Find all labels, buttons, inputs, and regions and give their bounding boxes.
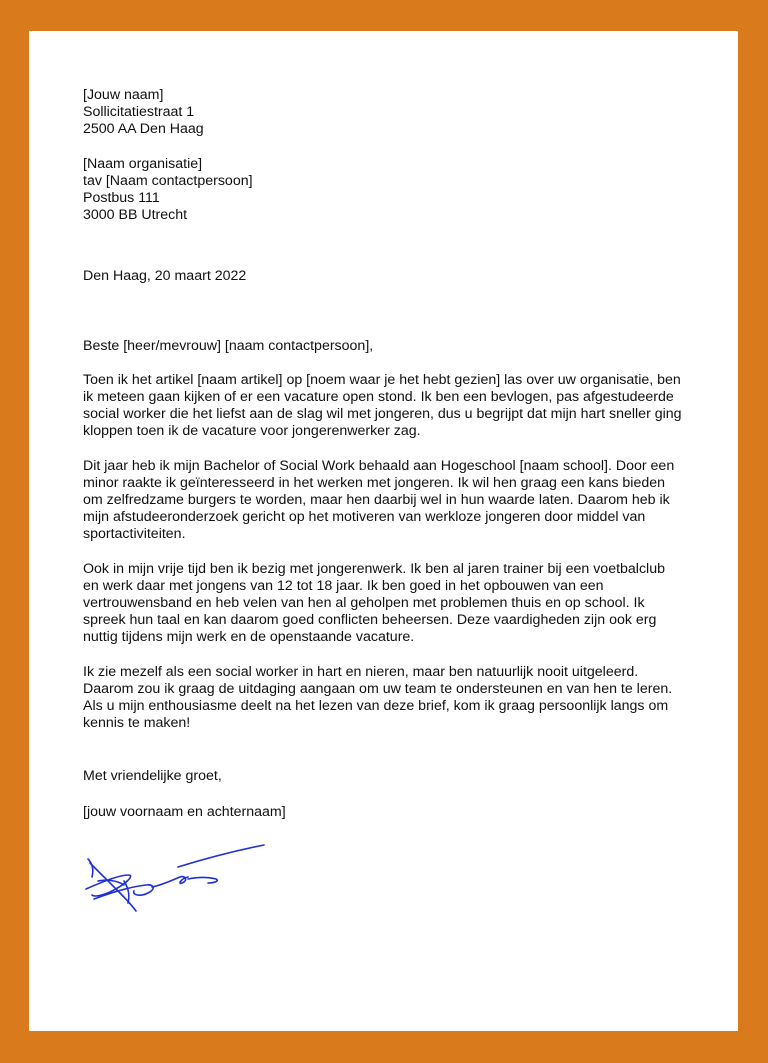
salutation: Beste [heer/mevrouw] [naam contactpersoon], <box>83 337 374 354</box>
paragraph-line: kloppen toen ik de vacature voor jongerenwerker zag. <box>83 423 421 440</box>
recipient-address <box>83 156 693 225</box>
paragraph-line: Ook in mijn vrije tijd ben ik bezig met jongerenwerk. Ik ben al jaren trainer bij een voetbalclub <box>83 560 665 577</box>
paragraph-line: Ik zie mezelf als een social worker in hart en nieren, maar ben natuurlijk nooit uitgeleerd. <box>83 663 639 680</box>
paragraph-3 <box>83 561 693 647</box>
paragraph-line: social worker die het liefst aan de slag wil met jongeren, dus u begrijpt dat mijn hart sneller ging <box>83 406 682 423</box>
sender-name: [Jouw naam] <box>83 87 164 103</box>
paragraph-line: Toen ik het artikel [naam artikel] op [noem waar je het hebt gezien] las over uw organisatie, ben <box>83 371 681 388</box>
paragraph-line: vertrouwensband en heb velen van hen al geholpen met problemen thuis en op school. Ik <box>83 595 645 612</box>
recipient-pobox: Postbus 111 <box>83 190 160 207</box>
sender-city: 2500 AA Den Haag <box>83 121 204 138</box>
letter-page <box>29 31 738 1031</box>
paragraph-line: nuttig tijdens mijn werk en de openstaande vacature. <box>83 629 415 646</box>
handwritten-signature <box>84 841 269 916</box>
sender-address <box>83 87 693 139</box>
paragraph-line: spreek hun taal en kan daarom goed conflicten beheersen. Deze vaardigheden zijn ook erg <box>83 612 657 629</box>
paragraph-line: Als u mijn enthousiasme deelt na het lezen van deze brief, kom ik graag persoonlijk langs om <box>83 698 669 715</box>
recipient-city: 3000 BB Utrecht <box>83 207 188 224</box>
paragraph-line: ik meteen gaan kijken of er een vacature open stond. Ik ben een bevlogen, pas afgestudeerde <box>83 389 674 406</box>
paragraph-line: en werk daar met jongens van 12 tot 18 jaar. Ik ben goed in het opbouwen van een <box>83 577 604 594</box>
paragraph-line: minor raakte ik geïnteresseerd in het werken met jongeren. Ik wil hen graag een kans bieden <box>83 474 666 491</box>
letter-body <box>83 87 693 821</box>
paragraph-line: Dit jaar heb ik mijn Bachelor of Social Work behaald aan Hogeschool [naam school]. Door een <box>83 457 675 474</box>
sender-street: Sollicitatiestraat 1 <box>83 104 195 121</box>
paragraph-1 <box>83 372 693 441</box>
paragraph-line: Daarom zou ik graag de uitdaging aangaan om uw team te ondersteunen en van hen te leren. <box>83 680 673 697</box>
paragraph-4 <box>83 664 693 733</box>
paragraph-line: sportactiviteiten. <box>83 526 186 543</box>
letter-date: Den Haag, 20 maart 2022 <box>83 268 247 285</box>
recipient-organization: [Naam organisatie] <box>83 155 203 172</box>
paragraph-line: mijn afstudeeronderzoek gericht op het motiveren van werkloze jongeren door middel van <box>83 509 646 526</box>
signature-name: [jouw voornaam en achternaam] <box>83 803 286 820</box>
paragraph-line: kennis te maken! <box>83 715 191 732</box>
recipient-attention: tav [Naam contactpersoon] <box>83 172 253 189</box>
paragraph-line: om zelfredzame burgers te worden, maar hen daarbij wel in hun waarde laten. Daarom heb ik <box>83 492 670 509</box>
paragraph-2 <box>83 458 693 544</box>
closing: Met vriendelijke groet, <box>83 768 222 785</box>
